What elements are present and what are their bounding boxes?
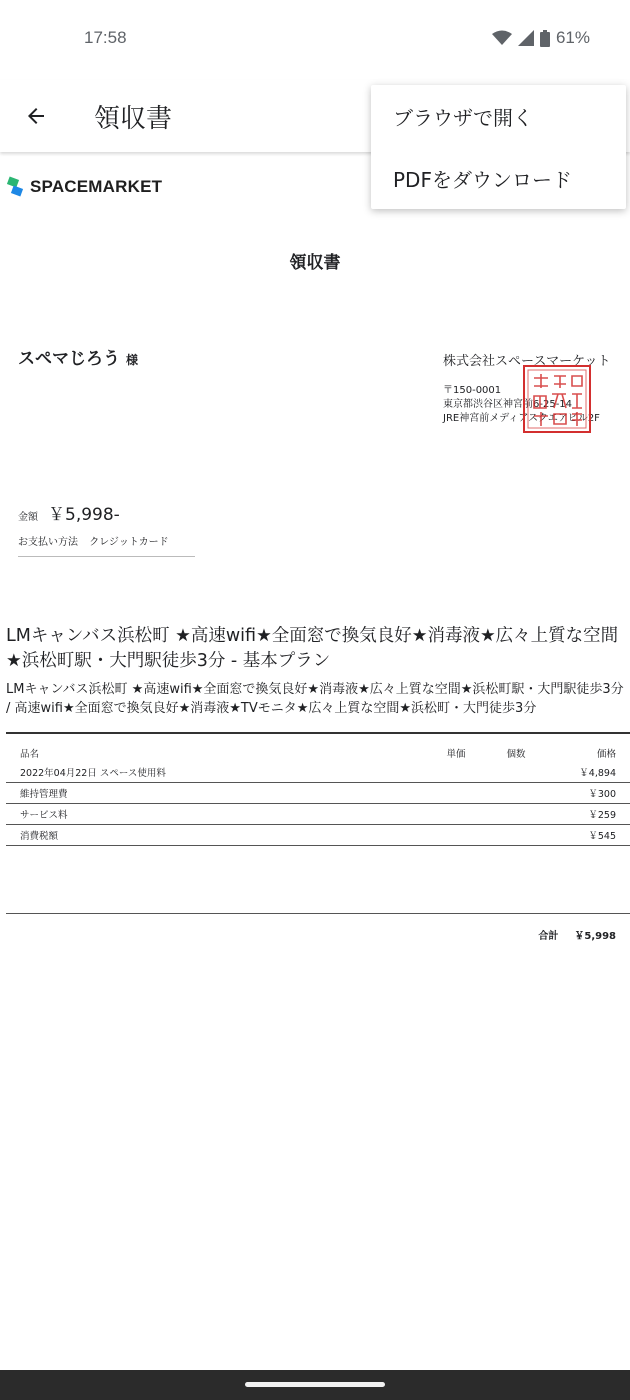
battery-percent: 61% (555, 28, 590, 47)
table-row (6, 783, 630, 804)
payment-method (18, 533, 195, 548)
plan-description: LMキャンバス浜松町 ★高速wifi★全面窓で換気良好★消毒液★広々上質な空間★浜松町駅・大門駅徒歩3分 / 高速wifi★全面窓で換気良好★消毒液★TVモニタ★広々上質な空間★浜松町・大門徒歩3分 (6, 682, 624, 716)
amount-value: ￥5,998- (48, 505, 120, 525)
amount-label: 金額 (18, 512, 38, 523)
page-title: 領収書 (94, 104, 173, 134)
spacemarket-logo-icon (6, 176, 26, 198)
customer-name: スペマじろう (18, 349, 120, 369)
honorific: 様 (126, 353, 139, 367)
payment-method-label: お支払い方法 (18, 537, 78, 548)
table-row (6, 804, 630, 825)
row-name: 消費税額 (20, 831, 59, 842)
table-row (6, 762, 630, 783)
row-price: ￥545 (588, 831, 616, 842)
address-line-2: JRE神宮前メディアスクエアビル2F (443, 413, 600, 424)
amount-block (18, 500, 195, 557)
wifi-icon (492, 30, 512, 46)
total-value: ￥5,998 (574, 931, 616, 942)
plan-title: LMキャンバス浜松町 ★高速wifi★全面窓で換気良好★消毒液★広々上質な空間★浜松町駅・大門駅徒歩3分 - 基本プラン (6, 626, 619, 671)
table-row (6, 825, 630, 846)
customer-name-block (18, 344, 138, 369)
menu-item-open-in-browser[interactable]: ブラウザで開く (393, 105, 533, 130)
postal-code: 〒150-0001 (443, 385, 502, 396)
logo-text: SPACEMARKET (30, 177, 163, 196)
table-header (6, 734, 630, 762)
line-items-table (6, 732, 630, 846)
arrow-back-icon (24, 104, 48, 128)
overflow-menu (371, 85, 626, 209)
battery-icon (540, 30, 550, 47)
total-divider (6, 913, 630, 914)
row-name: 維持管理費 (20, 789, 68, 800)
home-gesture-handle[interactable] (245, 1382, 385, 1387)
navigation-bar (0, 1370, 630, 1400)
total-label: 合計 (538, 931, 559, 942)
status-icons (492, 28, 590, 48)
header-name: 品名 (20, 749, 40, 760)
row-price: ￥300 (588, 789, 616, 800)
status-time: 17:58 (84, 28, 127, 47)
receipt-title: 領収書 (289, 253, 341, 273)
header-unit-price: 単価 (446, 749, 466, 760)
total-row (538, 927, 616, 942)
receipt-document (0, 152, 630, 1370)
address-line-1: 東京都渋谷区神宮前6-25-14 (443, 399, 573, 410)
header-price: 価格 (596, 749, 616, 760)
back-button[interactable] (18, 98, 54, 134)
header-quantity: 個数 (506, 749, 526, 760)
payment-method-value: クレジットカード (89, 537, 169, 548)
row-price: ￥259 (588, 810, 616, 821)
spacemarket-logo (6, 176, 162, 198)
status-bar (0, 0, 630, 80)
menu-item-download-pdf[interactable]: PDFをダウンロード (393, 167, 572, 192)
cellular-signal-icon (518, 30, 534, 46)
row-name: 2022年04月22日 スペース使用料 (20, 768, 166, 779)
row-name: サービス料 (20, 810, 68, 821)
issuer-company-name: 株式会社スペースマーケット (443, 354, 611, 369)
company-seal (522, 364, 592, 434)
row-price: ￥4,894 (579, 768, 616, 779)
